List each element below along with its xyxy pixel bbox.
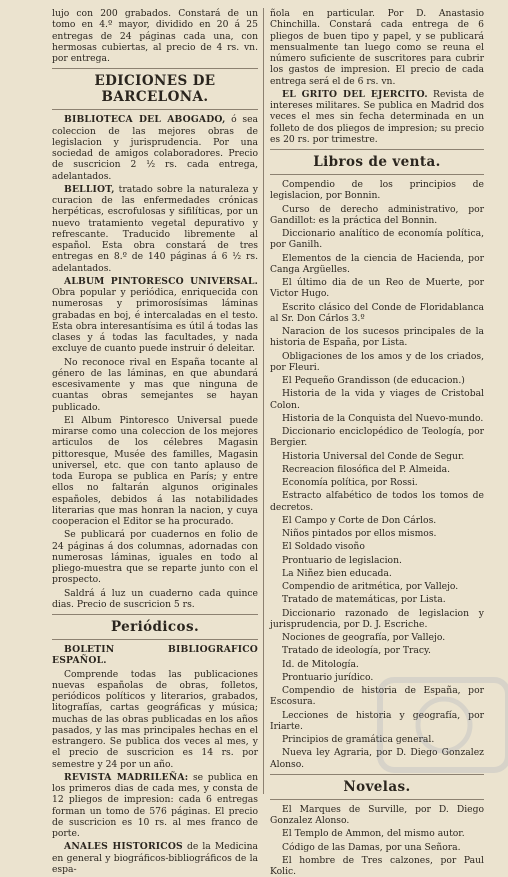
entry-title: BOLETIN BIBLIOGRAFICO ESPAÑOL. xyxy=(52,644,258,667)
entry-grito-ejercito xyxy=(270,89,484,145)
list-item: Niños pintados por ellos mismos. xyxy=(282,528,437,539)
list-item: Compendio de historia de España, por Escosura. xyxy=(270,685,484,708)
list-item: Historia Universal del Conde de Segur. xyxy=(282,450,465,462)
list-item: Curso de derecho administrativo, por Gandillot: es la práctica del Bonnin. xyxy=(270,203,484,226)
list-item: Recreacion filosófica del P. Almeida. xyxy=(282,463,451,475)
list-item: Diccionario enciclopédico de Teología, por Bergier. xyxy=(270,426,484,449)
album-paragraph-3: El Album Pintoresco Universal puede mirarse como una coleccion de los mejores articulos de los célebres Magasin pittoresque, Musée des familles, Magasin universel, etc. que con tanto aplauso de toda Europa se publica en París; y entre ellos no faltarán algunos originales españoles, debidos á las notabilidades literarias que mas honran la nacion, y cuya cooperacion el Editor se ha procurado. xyxy=(52,414,258,527)
entry-text: Obra popular y periódica, enriquecida con numerosas y primorosísimas láminas grabadas en boj, é intercaladas en el testo. Esta obra interesantísima es útil á todas las clases y á todas las facultades, y nada excluye de cuanto puede instruir ó deleitar. xyxy=(52,287,258,355)
divider xyxy=(52,68,258,69)
list-item: Lecciones de historia y geografía, por Iriarte. xyxy=(270,709,484,732)
list-item: Tratado de matemáticas, por Lista. xyxy=(282,594,446,606)
novelas-list xyxy=(270,804,484,877)
list-item: La Niñez bien educada. xyxy=(282,567,392,579)
left-column xyxy=(52,8,259,875)
entry-text: se publica en los primeros dias de cada mes, y consta de 12 pliegos de impresion: cada 6 entregas forman un tomo de 576 páginas. El precio de suscricion es 10 rs. al mes franco de porte. xyxy=(52,771,258,839)
list-item: El Campo y Corte de Don Cárlos. xyxy=(282,514,437,526)
list-item: El Marques de Surville, por D. Diego Gonzalez Alonso. xyxy=(270,803,484,826)
entry-album-pintoresco xyxy=(52,276,258,355)
entry-title: REVISTA MADRILEÑA: xyxy=(64,771,189,783)
list-item: El hombre de Tres calzones, por Paul Kolic. xyxy=(270,854,484,877)
entry-title: BIBLIOTECA DEL ABOGADO, xyxy=(64,114,226,126)
list-item: El Soldado visoño xyxy=(282,541,365,553)
entry-anales-historicos xyxy=(52,841,258,875)
entry-text: Revista de intereses militares. Se publica en Madrid dos veces el mes sin fecha determinada en un folleto de dos pliegos de impresion; su precio es 20 rs. por trimestre. xyxy=(270,88,485,145)
boletin-text: Comprende todas las publicaciones nuevas españolas de obras, folletos, periódicos políticos y literarios, grabados, litografías, cartas geográficas y música; muchas de las obras publicadas en los años pasados, y las mas principales hechas en el estrangero. Se publica dos veces al mes, y el precio de suscricion es 14 rs. por semestre y 24 por un año. xyxy=(52,668,258,770)
album-paragraph-4: Se publicará por cuadernos en folio de 24 páginas á dos columnas, adornadas con numerosas láminas, iguales en todo al pliego-muestra que se reparte junto con el prospecto. xyxy=(52,529,258,586)
list-item: Id. de Mitología. xyxy=(282,658,359,670)
list-item: Compendio de los principios de legislacion, por Bonnin. xyxy=(270,179,484,202)
entry-title: BELLIOT, xyxy=(64,183,115,195)
entry-title: ANALES HISTORICOS xyxy=(64,841,183,853)
list-item: Estracto alfabético de todos los tomos de decretos. xyxy=(270,490,484,513)
list-item: Prontuario jurídico. xyxy=(282,671,374,683)
entry-title: ALBUM PINTORESCO UNIVERSAL. xyxy=(64,275,258,287)
list-item: Diccionario analítico de economía política, por Ganilh. xyxy=(270,228,484,251)
entry-text: de la Medicina en general y biográficos-bibliográficos de la espa- xyxy=(52,841,259,875)
list-item: El último dia de un Reo de Muerte, por Victor Hugo. xyxy=(270,277,484,300)
entry-boletin xyxy=(52,644,258,667)
list-item: Historia de la Conquista del Nuevo-mundo. xyxy=(282,412,484,424)
divider xyxy=(52,639,258,640)
list-item: El Templo de Ammon, del mismo autor. xyxy=(282,828,465,840)
divider xyxy=(52,614,258,615)
list-item: Elementos de la ciencia de Hacienda, por Canga Argüelles. xyxy=(270,252,484,275)
entry-text: ó sea coleccion de las mejores obras de legislacion y jurisprudencia. Por una sociedad de amigos colaboradores. Precio de suscricion 2 ½ rs. cada entrega, adelantados. xyxy=(52,114,258,182)
list-item: Obligaciones de los amos y de los criados, por Fleuri. xyxy=(270,350,484,373)
divider xyxy=(270,774,484,775)
right-column xyxy=(270,8,485,877)
heading-libros-venta: Libros de venta. xyxy=(313,154,441,170)
column-divider xyxy=(263,8,264,794)
heading-novelas: Novelas. xyxy=(343,778,411,795)
list-item: Economía política, por Rossi. xyxy=(282,477,418,488)
list-item: Escrito clásico del Conde de Floridablanca al Sr. Don Cárlos 3.º xyxy=(270,301,484,324)
list-item: Prontuario de legislacion. xyxy=(282,554,402,566)
list-item: Principios de gramática general. xyxy=(282,734,435,745)
list-item: Compendio de aritmética, por Vallejo. xyxy=(282,581,459,592)
list-item: Tratado de ideología, por Tracy. xyxy=(282,645,431,657)
entry-revista-madrilena xyxy=(52,772,258,840)
list-item: Historia de la vida y viages de Cristobal Colon. xyxy=(270,388,484,411)
anales-continuation: ñola en particular. Por D. Anastasio Chinchilla. Constará cada entrega de 6 pliegos de buen tipo y papel, y se publicará mensualmente tan luego como se reuna el número suficiente de suscritores para cubrir los gastos de impresion. El precio de cada entrega será el de 6 rs. vn. xyxy=(270,8,484,87)
divider xyxy=(52,109,258,110)
heading-periodicos: Periódicos. xyxy=(110,619,200,635)
list-item: Código de las Damas, por una Señora. xyxy=(282,841,461,853)
list-item: Diccionario razonado de legislacion y jurisprudencia, por D. J. Escriche. xyxy=(270,607,484,630)
venta-list xyxy=(270,179,484,770)
divider xyxy=(270,149,484,150)
entry-belliot xyxy=(52,184,258,274)
album-paragraph-2: No reconoce rival en España tocante al género de las láminas, en que abundará escesivamente y mas que ninguna de cuantas obras semejantes se hayan publicado. xyxy=(52,356,258,413)
list-item: Naracion de los sucesos principales de la historia de España, por Lista. xyxy=(270,326,484,349)
entry-text: tratado sobre la naturaleza y curacion de las enfermedades crónicas herpéticas, escrofulosas y sifilíticas, por un nuevo tratamiento vegetal depurativo y refrescante. Traducido libremente al español. Esta obra constará de tres entregas en 8.º de 140 páginas á 6 ½ rs. adelantados. xyxy=(52,183,258,274)
intro-paragraph: lujo con 200 grabados. Constará de un tomo en 4.º mayor, dividido en 20 á 25 entregas de 24 páginas cada una, con hermosas cubiertas, al precio de 4 rs. vn. por entrega. xyxy=(52,8,258,64)
divider xyxy=(270,174,484,175)
entry-biblioteca-abogado xyxy=(52,114,258,182)
list-item: Nociones de geografía, por Vallejo. xyxy=(282,632,446,643)
album-paragraph-5: Saldrá á luz un cuaderno cada quince dias. Precio de suscricion 5 rs. xyxy=(52,587,258,610)
entry-title: EL GRITO DEL EJERCITO. xyxy=(282,88,428,100)
heading-ediciones-barcelona: EDICIONES DE BARCELONA. xyxy=(94,73,216,106)
list-item: El Pequeño Grandisson (de educacion.) xyxy=(282,375,465,386)
list-item: Nueva ley Agraria, por D. Diego Gonzalez Alonso. xyxy=(270,747,484,770)
